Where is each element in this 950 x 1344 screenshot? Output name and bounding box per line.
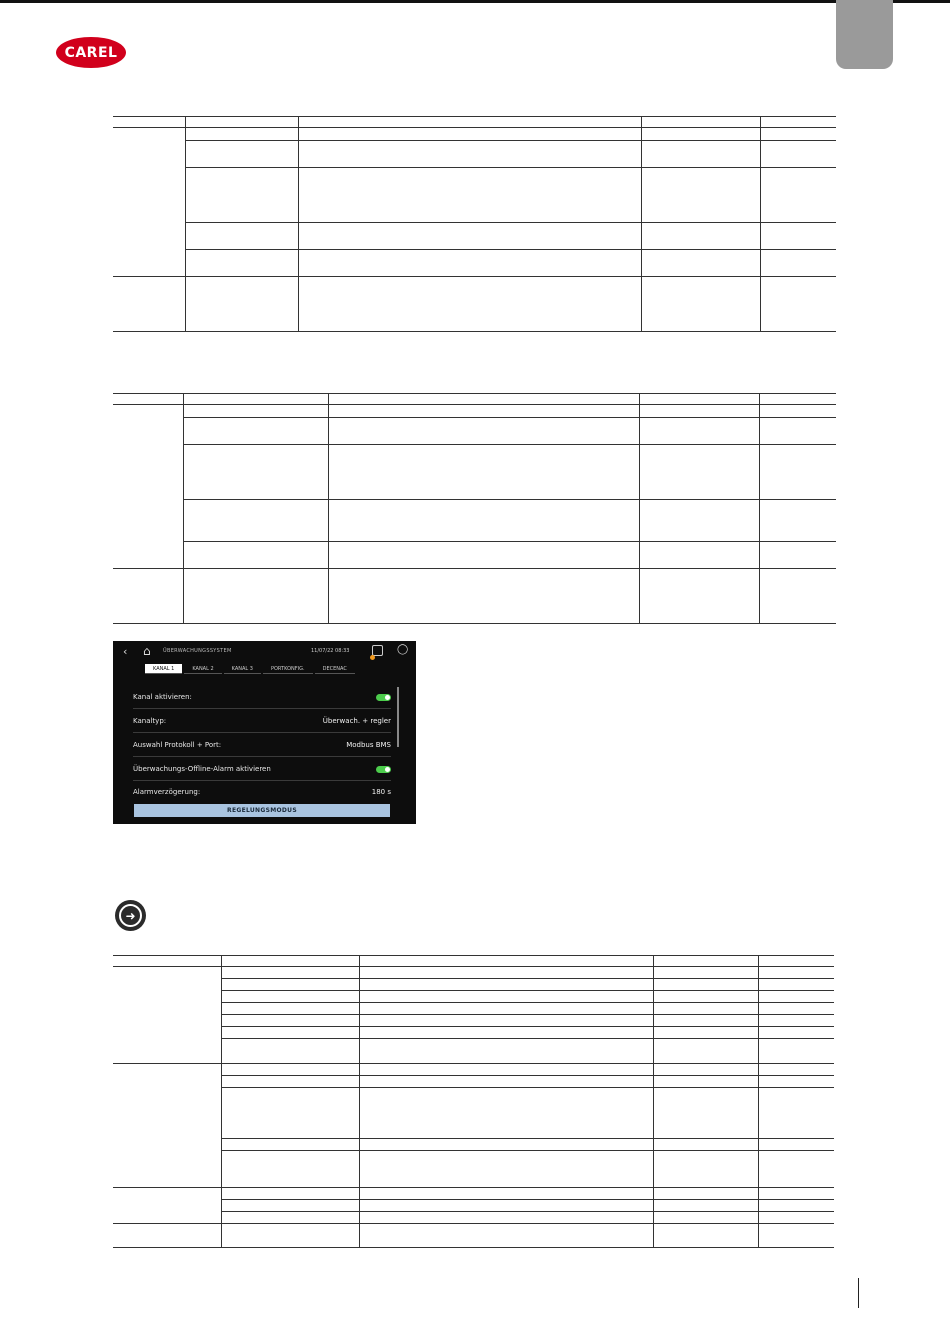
parameter-table-1 <box>113 116 836 332</box>
bell-icon[interactable]: ◯ <box>397 644 409 655</box>
row-label: Auswahl Protokoll + Port: <box>133 741 222 749</box>
row-protokoll-port[interactable] <box>133 734 391 757</box>
table-row <box>113 168 836 223</box>
top-rule <box>0 0 950 3</box>
tab-kanal-1[interactable]: KANAL 1 <box>145 664 182 674</box>
row-offline-alarm[interactable] <box>133 758 391 781</box>
regelungsmodus-button[interactable]: REGELUNGSMODUS <box>134 804 390 817</box>
table-row <box>113 967 834 979</box>
table-row <box>113 1064 834 1076</box>
logo-text: CAREL <box>64 44 118 61</box>
language-tab <box>836 0 893 69</box>
table-header <box>113 117 836 128</box>
tab-kanal-3[interactable]: KANAL 3 <box>224 664 261 674</box>
tab-kanal-2[interactable]: KANAL 2 <box>184 664 221 674</box>
table-row <box>113 277 836 332</box>
table-row <box>113 1200 834 1212</box>
table-row <box>113 500 836 542</box>
back-arrow-icon[interactable]: ‹ <box>123 645 128 658</box>
carel-logo <box>56 37 126 68</box>
tab-decenac[interactable]: DECENAC <box>315 664 355 674</box>
row-label: Überwachungs-Offline-Alarm aktivieren <box>133 765 271 773</box>
row-kanaltyp[interactable] <box>133 710 391 733</box>
page-number-divider <box>858 1278 859 1308</box>
table-header <box>113 394 836 405</box>
table-row <box>113 1139 834 1151</box>
table-row <box>113 1076 834 1088</box>
table-row <box>113 542 836 569</box>
table-row <box>113 141 836 168</box>
table-row <box>113 418 836 445</box>
hmi-datetime: 11/07/22 08:33 <box>311 648 350 654</box>
note-arrow-icon: ➜ <box>115 900 146 931</box>
row-value: Überwach. + regler <box>322 717 391 725</box>
row-kanal-aktivieren[interactable] <box>133 686 391 709</box>
parameter-table-2 <box>113 393 836 624</box>
table-row <box>113 223 836 250</box>
kanal-aktivieren-toggle[interactable] <box>376 694 391 701</box>
row-value: 180 s <box>371 788 391 796</box>
table-row <box>113 1039 834 1064</box>
table-row <box>113 250 836 277</box>
table-header <box>113 956 834 967</box>
hmi-screenshot <box>113 641 416 824</box>
table-row <box>113 569 836 624</box>
tab-portkonfig[interactable]: PORTKONFIG. <box>263 664 313 674</box>
hmi-tabs <box>145 664 357 674</box>
table-row <box>113 1003 834 1015</box>
table-row <box>113 1224 834 1248</box>
table-row <box>113 1088 834 1139</box>
row-label: Alarmverzögerung: <box>133 788 201 796</box>
scrollbar[interactable] <box>397 687 399 747</box>
row-label: Kanaltyp: <box>133 717 167 725</box>
table-row <box>113 405 836 418</box>
table-row <box>113 1188 834 1200</box>
hmi-title: ÜBERWACHUNGSSYSTEM <box>163 648 232 654</box>
table-row <box>113 445 836 500</box>
table-row <box>113 1027 834 1039</box>
row-alarmverzoegerung[interactable] <box>133 781 391 803</box>
parameter-table-3 <box>113 955 834 1248</box>
row-value: Modbus BMS <box>346 741 391 749</box>
offline-alarm-toggle[interactable] <box>376 766 391 773</box>
hmi-header <box>113 641 416 663</box>
home-icon[interactable]: ⌂ <box>143 644 151 658</box>
table-row <box>113 128 836 141</box>
table-row <box>113 991 834 1003</box>
table-row <box>113 1151 834 1188</box>
row-label: Kanal aktivieren: <box>133 693 192 701</box>
table-row <box>113 1015 834 1027</box>
table-row <box>113 1212 834 1224</box>
alarm-indicator-icon <box>370 655 375 660</box>
table-row <box>113 979 834 991</box>
